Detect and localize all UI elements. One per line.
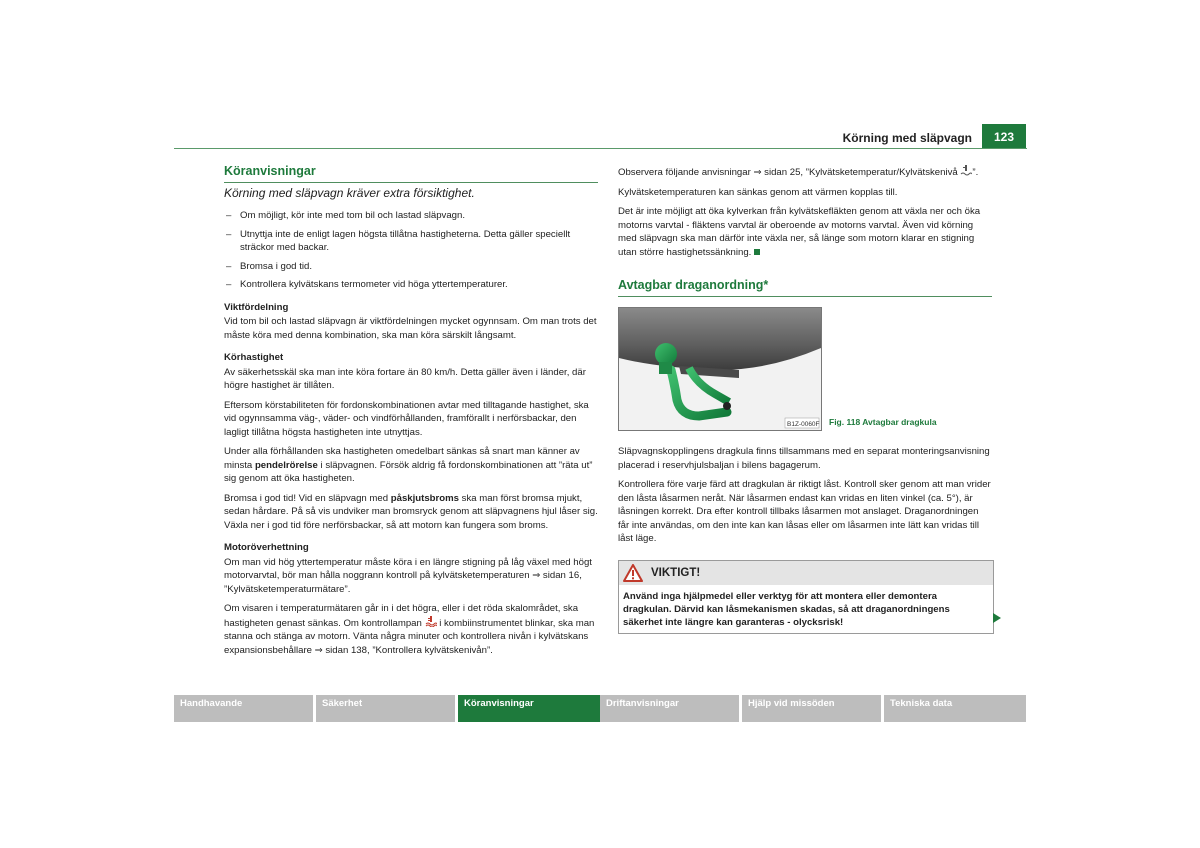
text-span: Observera följande anvisningar ⇒ sidan 25, ”Kylvätsketemperatur/Kylvätskenivå bbox=[618, 167, 961, 178]
list-item: – Utnyttja inte de enligt lagen högsta tillåtna hastigheterna. Detta gäller speciellt sträckor med backar. bbox=[224, 228, 598, 255]
paragraph: Kontrollera före varje färd att dragkulan är riktigt låst. Kontroll sker genom att man vrider den låsta låsarmen neråt. När låsarmen endast kan vridas en liten vinkel (ca. 5°), är låsningen korrekt. Dra efter kontroll tillbaks låsarmen mot anslaget. Draganordningen får inte användas, om den inte kan kan låsas eller om låsarmen inte lätt kan vridas till låst läge. bbox=[618, 479, 991, 544]
warning-title: VIKTIGT! bbox=[651, 567, 701, 579]
figure-code: B1Z-0060F bbox=[787, 421, 820, 428]
paragraph bbox=[224, 602, 598, 657]
lead-text: Körning med släpvagn kräver extra försiktighet. bbox=[224, 185, 475, 200]
text-span: i släpvagnen. Försök aldrig få fordonskombinationen att ”räta ut” sig genom att öka hastigheten. bbox=[224, 459, 593, 484]
nav-tab-driftanvisningar[interactable]: Driftanvisningar bbox=[600, 695, 739, 722]
paragraph: Kylvätsketemperaturen kan sänkas genom att värmen kopplas till. bbox=[618, 186, 898, 198]
text-span: Bromsa i god tid! Vid en släpvagn med bbox=[224, 492, 391, 504]
paragraph: Vid tom bil och lastad släpvagn är viktfördelningen mycket ogynnsam. Om man trots det måste köra med denna kombination, ska man köra särskilt långsamt. bbox=[224, 316, 597, 341]
coolant-level-icon bbox=[960, 165, 972, 176]
figure-caption: Fig. 118 Avtagbar dragkula bbox=[829, 417, 937, 427]
right-column bbox=[618, 165, 992, 297]
subheading-korhastighet: Körhastighet bbox=[224, 352, 284, 363]
tow-hook-illustration bbox=[619, 308, 821, 430]
subheading-viktfordelning: Viktfördelning bbox=[224, 301, 289, 313]
list-item: – Om möjligt, kör inte med tom bil och lastad släpvagn. bbox=[224, 209, 598, 223]
figure-tow-hook bbox=[618, 307, 822, 431]
nav-tab-hjalp-vid-missoden[interactable]: Hjälp vid missöden bbox=[742, 695, 881, 722]
nav-tab-sakerhet[interactable]: Säkerhet bbox=[316, 695, 455, 722]
warning-text: Använd inga hjälpmedel eller verktyg för att montera eller demontera dragkulan. Därvid kan låsmekanismen skadas, så att draganordningens säkerhet inte längre kan garanteras - olycksrisk! bbox=[623, 591, 950, 628]
right-column-lower bbox=[618, 445, 992, 552]
list-item: – Kontrollera kylvätskans termometer vid höga yttertemperaturer. bbox=[224, 278, 598, 292]
continue-arrow-icon bbox=[993, 613, 1001, 623]
page-header-title: Körning med släpvagn bbox=[842, 131, 972, 145]
text-span: Om visaren i temperaturmätaren går in i det högra, eller i det röda skalområdet, ska hastigheten genast sänkas. Om kontrollampan bbox=[224, 603, 579, 629]
paragraph: Eftersom körstabiliteten för fordonskombinationen avtar med tilltagande hastighet, ska vid ogynnsamma väg-, väder- och vindförhållanden, framförallt i nerförsbackar, den lagligt tillåtna högsta hastigheten inte utnyttjas. bbox=[224, 399, 589, 438]
nav-tab-handhavande[interactable]: Handhavande bbox=[174, 695, 313, 722]
coolant-warning-icon bbox=[425, 616, 437, 627]
bullet-list bbox=[224, 209, 598, 292]
text-span: Det är inte möjligt att öka kylverkan från kylvätskefläkten genom att växla ner och öka motorns varvtal - fläktens varvtal är oberoende av motorns varvtal. Även vid körning med släpvagn ska man därför inte växla ner, så länge som motorn klarar en stigning utan större hastighetssänkning. bbox=[618, 206, 981, 258]
text-span: Under alla förhållanden ska hastigheten omedelbart sänkas så snart man känner av minsta bbox=[224, 446, 580, 471]
text-span: i kombiinstrumentet blinkar, ska man stanna och stänga av motorn. Vänta några minuter och kontrollera nivån i kylvätskans expansionsbehållare ⇒ sidan 138, ”Kontrollera kylvätskenivån”. bbox=[224, 617, 595, 656]
section-title-draganordning: Avtagbar draganordning* bbox=[618, 279, 992, 297]
end-marker-icon bbox=[754, 249, 760, 255]
paragraph bbox=[618, 205, 992, 259]
nav-tab-koranvisningar[interactable]: Köranvisningar bbox=[458, 695, 600, 722]
text-span: ”. bbox=[972, 167, 979, 178]
left-column bbox=[224, 165, 598, 663]
header-rule bbox=[174, 148, 1027, 149]
list-item: – Bromsa i god tid. bbox=[224, 260, 598, 274]
text-span: ska man först bromsa mjukt, sedan hårdare. På så vis undviker man bromsryck genom att släpvagnens hjul låser sig. Växla ner i god tid före nerförsbackar, så att motorn kan fungera som broms. bbox=[224, 492, 598, 531]
paragraph: Släpvagnskopplingens dragkula finns tillsammans med en separat monteringsanvisning placerad i reservhjulsbaljan i bilens bagagerum. bbox=[618, 446, 990, 471]
warning-header bbox=[619, 561, 993, 585]
paragraph bbox=[618, 165, 992, 180]
bold-term-paskjutsbroms: påskjutsbroms bbox=[390, 492, 459, 504]
warning-box bbox=[618, 560, 994, 634]
subheading-motoroverhettning: Motoröverhettning bbox=[224, 542, 309, 553]
bold-term-pendelrorelse: pendelrörelse bbox=[254, 459, 318, 471]
paragraph: Om man vid hög yttertemperatur måste köra i en längre stigning på låg växel med högt motorvarvtal, bör man hålla noggrann kontroll på kylvätsketemperaturen ⇒ sidan 16, ”Kylvätsketemperaturmätare”. bbox=[224, 556, 592, 595]
nav-tab-tekniska-data[interactable]: Tekniska data bbox=[884, 695, 1026, 722]
section-title-koranvisningar: Köranvisningar bbox=[224, 165, 598, 183]
paragraph bbox=[224, 492, 598, 533]
warning-triangle-icon bbox=[623, 564, 643, 582]
page-number: 123 bbox=[982, 124, 1026, 148]
paragraph bbox=[224, 445, 598, 486]
paragraph: Av säkerhetsskäl ska man inte köra fortare än 80 km/h. Detta gäller även i länder, där högre hastighet är tillåten. bbox=[224, 366, 586, 391]
